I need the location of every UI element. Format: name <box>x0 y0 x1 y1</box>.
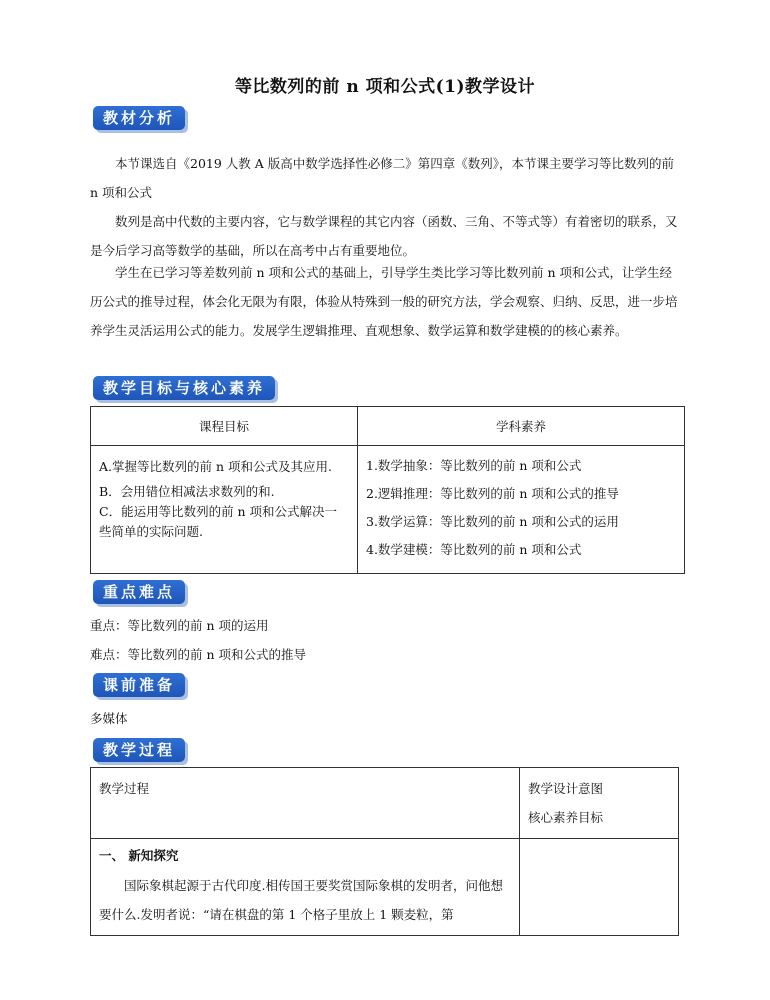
course-goal-b: B．会用错位相减法求数列的和. <box>99 484 275 499</box>
design-intent-label: 教学设计意图 <box>528 781 604 796</box>
analysis-paragraph-1: 本节课选自《2019 人教 A 版高中数学选择性必修二》第四章《数列》，本节课主要学习等比数列的前 n 项和公式 <box>90 156 675 200</box>
chess-story-text: 国际象棋起源于古代印度.相传国王要奖赏国际象棋的发明者，问他想要什么.发明者说：“请在棋盘的第 1 个格子里放上 1 颗麦粒，第 <box>99 878 503 922</box>
new-knowledge-title: 一、 新知探究 <box>99 848 179 863</box>
course-goal-c: C．能运用等比数列的前 n 项和公式解决一些简单的实际问题. <box>99 504 338 539</box>
goals-header-course: 课程目标 <box>91 407 358 446</box>
analysis-paragraph-3: 学生在已学习等差数列前 n 项和公式的基础上，引导学生类比学习等比数列前 n 项和公式，让学生经历公式的推导过程，体会化无限为有限，体验从特殊到一般的研究方法，学会观察、归纳、反思，进一步培养学生灵活运用公式的能力。发展学生逻辑推理、直观想象、数学运算和数学建模的的核心素养。 <box>90 265 678 338</box>
process-header-label: 教学过程 <box>99 781 150 796</box>
process-body-left <box>91 839 520 936</box>
course-goal-a: A.掌握等比数列的前 n 项和公式及其应用. <box>99 459 332 474</box>
literacy-item-3: 3.数学运算：等比数列的前 n 项和公式的运用 <box>366 514 619 529</box>
literacy-item-1: 1.数学抽象：等比数列的前 n 项和公式 <box>366 458 582 473</box>
prep-text: 多媒体 <box>90 711 128 726</box>
key-point-text: 重点：等比数列的前 n 项的运用 <box>90 618 269 633</box>
literacy-item-4: 4.数学建模：等比数列的前 n 项和公式 <box>366 542 582 557</box>
goals-header-literacy: 学科素养 <box>358 407 685 446</box>
process-table <box>90 767 679 936</box>
goals-course-cell <box>91 446 358 574</box>
literacy-item-2: 2.逻辑推理：等比数列的前 n 项和公式的推导 <box>366 486 619 501</box>
goals-literacy-cell <box>358 446 685 574</box>
section-badge-prep: 课前准备 <box>93 673 185 697</box>
page-title: 等比数列的前 n 项和公式(1)教学设计 <box>234 77 536 97</box>
difficult-point-text: 难点：等比数列的前 n 项和公式的推导 <box>90 647 306 662</box>
goals-table <box>90 406 685 574</box>
section-badge-process: 教学过程 <box>93 738 185 762</box>
section-badge-goals: 教学目标与核心素养 <box>93 376 275 400</box>
analysis-paragraph-2: 数列是高中代数的主要内容，它与数学课程的其它内容（函数、三角、不等式等）有着密切的联系，又是今后学习高等数学的基础，所以在高考中占有重要地位。 <box>90 214 678 258</box>
process-header-right <box>520 768 679 839</box>
section-badge-keypoints: 重点难点 <box>93 580 185 604</box>
section-badge-analysis: 教材分析 <box>93 106 185 130</box>
process-header-left <box>91 768 520 839</box>
process-body-right <box>520 839 679 936</box>
core-literacy-label: 核心素养目标 <box>528 810 604 825</box>
